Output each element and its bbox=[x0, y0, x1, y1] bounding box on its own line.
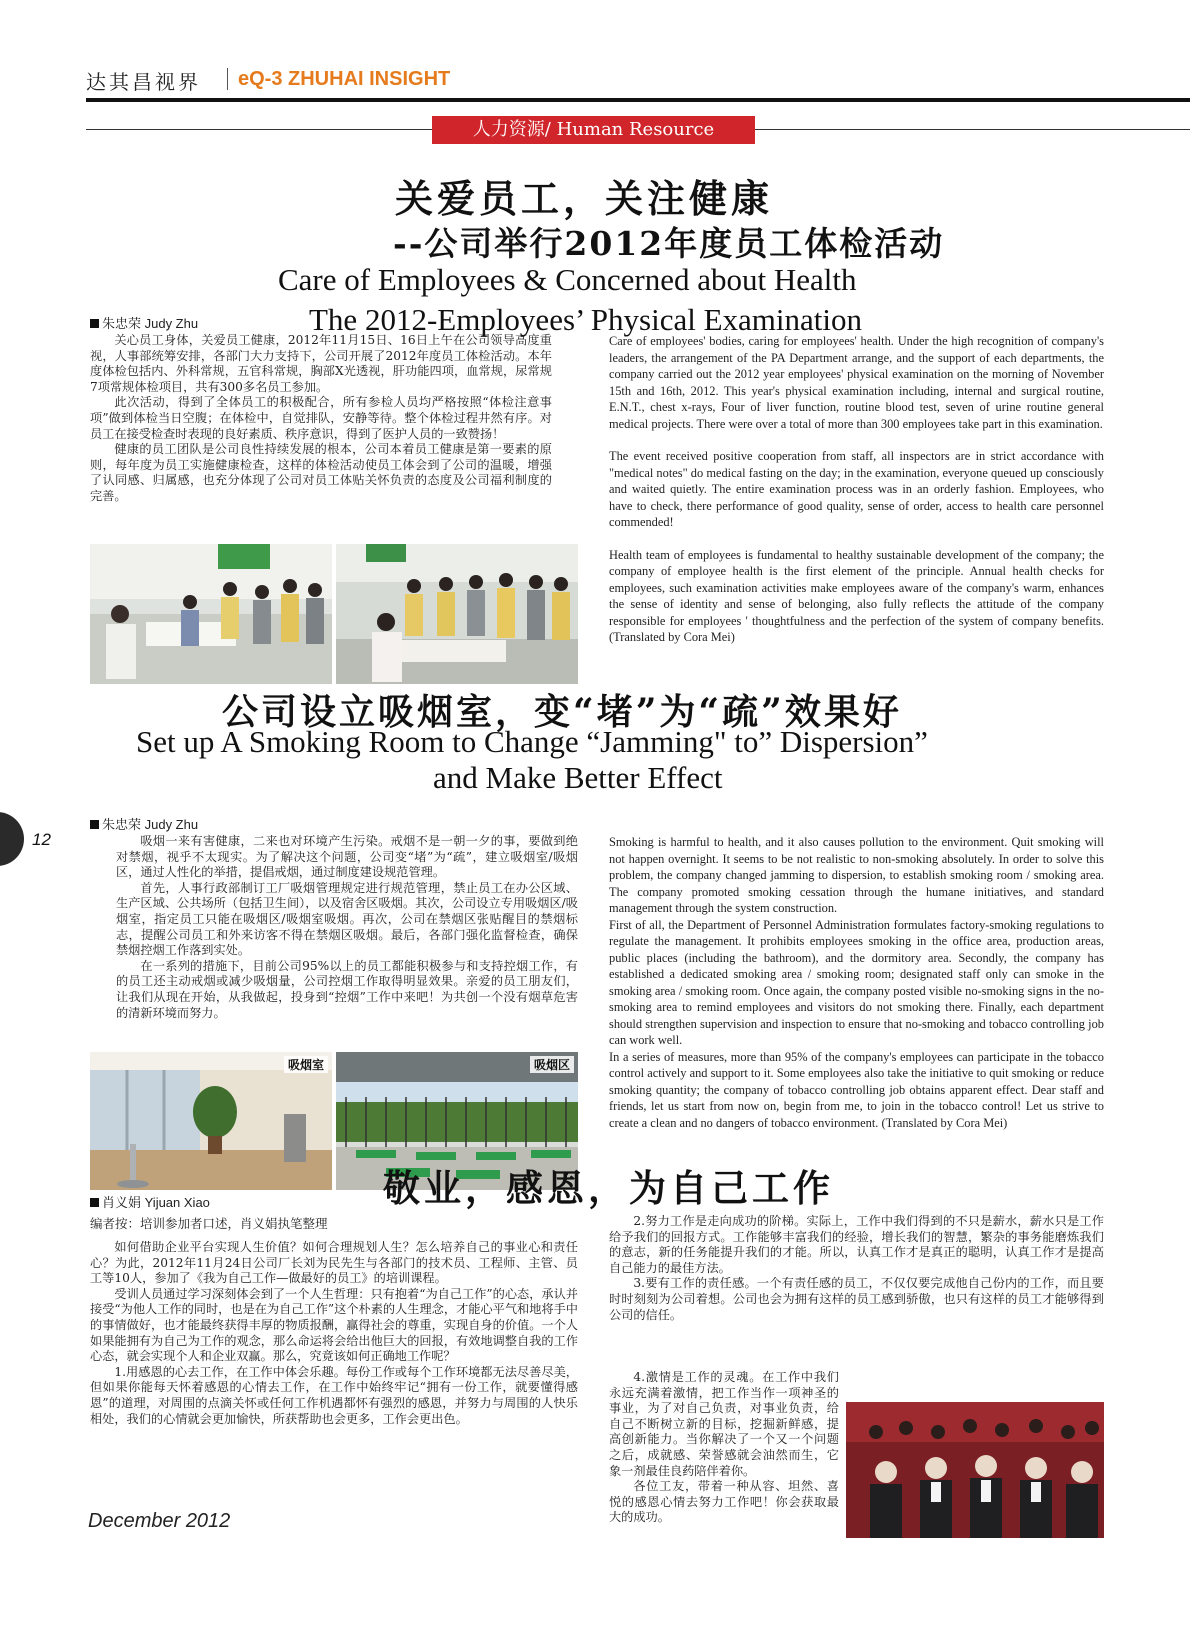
article1-en-paragraph: The event received positive cooperation from staff, all inspectors are in strict accordance with "medical notes" do medical fasting on the day; in the examination, everyone queued up consciously and waited quietly. The entire examination process was in an orderly fashion. Employees, who have to check, there performance of good quality, sense of order, access to health care personnel commended! bbox=[609, 449, 1104, 529]
article3-author: 肖义娟 Yijuan Xiao bbox=[90, 1192, 210, 1211]
article2-title-en-line1: Set up A Smoking Room to Change “Jamming" to” Dispersion” bbox=[136, 724, 928, 759]
section-tag: 人力资源/ Human Resource bbox=[432, 116, 755, 144]
article3-body-left bbox=[90, 1240, 578, 1427]
article1-cn-paragraph: 关心员工身体，关爱员工健康，2012年11月15日、16日上午在公司领导高度重视，人事部统筹安排，各部门大力支持下，公司开展了2012年度员工体检活动。本年度体检包括内、外科常规，五官科常规，胸部X光透视，肝功能四项，血常规，尿常规7项常规体检项目，共有300多名员工参加。 bbox=[90, 333, 552, 394]
article3-title-cn: 敬业，感恩，为自己工作 bbox=[383, 1166, 834, 1210]
photo-training-audience bbox=[846, 1402, 1104, 1538]
article1-en-paragraph: Care of employees' bodies, caring for employees' health. Under the high recognition of company's leaders, the arrangement of the PA Department arrange, and the support of each departments, the company carried out the 2012 year employees' physical examination on the morning of November 15th and 16th, 2012. This year's physical examination including, internal and surgical routine, E.N.T., chest x-rays, Four of liver function, routine blood test, seven of urine routine general medical projects. There were over a total of more than 300 employees take part in this examination. bbox=[609, 334, 1104, 431]
article2-en-paragraph: First of all, the Department of Personnel Administration formulates factory-smoking regulations to regulate the management. It prohibits employees smoking in the office area, production areas, public places (including the bathroom), and the dormitory area. Secondly, the company has established a dedicated smoking area / smoking room; designated staff only can smoke in the smoking area / smoking room. Once again, the company posted visible no-smoking signs in the no-smoking area to remind employees and visitors do not smoking there. Finally, each department should strengthen supervision and inspection to ensure that no-smoking and tobacco controlling job can work well. bbox=[609, 917, 1104, 1047]
article3-right-paragraph: 4.激情是工作的灵魂。在工作中我们永远充满着激情，把工作当作一项神圣的事业，为了对自己负责，对事业负责，给自己不断树立新的目标，挖掘新鲜感，提高创新能力。当你解决了一个又一个问题之后，成就感、荣誉感就会油然而生，它象一剂最佳良药陪伴着你。 bbox=[609, 1370, 839, 1478]
photo-medical-exam-2 bbox=[336, 544, 578, 684]
article1-subtitle-cn: --公司举行2012年度员工体检活动 bbox=[393, 224, 945, 263]
article2-author: 朱忠荣 Judy Zhu bbox=[90, 814, 198, 833]
photo-label-smoking-room: 吸烟室 bbox=[284, 1056, 328, 1073]
magazine-title-en: eQ-3 ZHUHAI INSIGHT bbox=[238, 68, 451, 90]
page-number: 12 bbox=[32, 830, 51, 849]
photo-medical-exam-1 bbox=[90, 544, 332, 684]
article3-body-right-bottom bbox=[609, 1370, 839, 1526]
article2-title-en-line2: and Make Better Effect bbox=[433, 760, 723, 795]
article2-cn-paragraph: 在一系列的措施下，目前公司95%以上的员工都能积极参与和支持控烟工作，有的员工还主动戒烟或减少吸烟量，公司控烟工作取得明显效果。亲爱的员工朋友们，让我们从现在开始，从我做起，投身到“控烟”工作中来吧！为共创一个没有烟草危害的清新环境而努力。 bbox=[116, 958, 578, 1020]
page-tab bbox=[0, 812, 24, 866]
article3-left-paragraph: 受训人员通过学习深刻体会到了一个人生哲理：只有抱着“为自己工作”的心态，承认并接受“为他人工作的同时，也是在为自己工作”这个朴素的人生理念，才能心平气和地将手中的事情做好，也才能最终获得丰厚的物质报酬，赢得社会的尊重，实现自身的价值。一个人如果能拥有为自己为工作的观念，那么命运将会给出他巨大的回报，有效地调整自我的工作心态，就会实现个人和企业双赢。那么，究竟该如何正确地工作呢？ bbox=[90, 1286, 578, 1364]
article3-right-paragraph: 各位工友，带着一种从容、坦然、喜悦的感恩心情去努力工作吧！你会获取最大的成功。 bbox=[609, 1479, 839, 1525]
article1-body-en bbox=[609, 333, 1104, 646]
photo-smoking-room bbox=[90, 1052, 332, 1190]
article1-en-paragraph: Health team of employees is fundamental to healthy sustainable development of the company; the company of employee health is the first element of the principle. Annual health checks for employees, such examination activities make employees aware of the company's warm, enhances the sense of identity and sense of belonging, also fully reflects the attitude of the company responsible for employees ' thoughtfulness and the perfection of the system of company benefits.(Translated by Cora Mei) bbox=[609, 547, 1104, 644]
article1-body-cn bbox=[90, 333, 552, 505]
article3-right-paragraph: 3.要有工作的责任感。一个有责任感的员工，不仅仅要完成他自己份内的工作，而且要时时刻刻为公司着想。公司也会为拥有这样的员工感到骄傲，也只有这样的员工才能够得到公司的信任。 bbox=[609, 1276, 1104, 1322]
article1-title-en-line2: The 2012-Employees’ Physical Examination bbox=[309, 302, 862, 337]
article2-title-cn: 公司设立吸烟室，变“堵”为“疏”效果好 bbox=[222, 691, 902, 733]
article2-en-paragraph: Smoking is harmful to health, and it also causes pollution to the environment. Quit smoking will not happen overnight. It seems to be not realistic to non-smoking absolutely. In order to solve this problem, the company changed jamming to dispersion, to establish smoking room / smoking area. The company promoted smoking cessation through the humane initiatives, and standard management through the system construction. bbox=[609, 835, 1104, 915]
article3-left-paragraph: 如何借助企业平台实现人生价值？如何合理规划人生？怎么培养自己的事业心和责任心？为此，2012年11月24日公司厂长刘为民先生与各部门的技术员、工程师、主管、员工等10人，参加了《我为自己工作—做最好的员工》的培训课程。 bbox=[90, 1240, 578, 1286]
article2-en-paragraph: In a series of measures, more than 95% of the company's employees can participate in the tobacco control actively and support to it. Some employees also take the initiative to quit smoking or reduce smoking quantity; the company of tobacco controlling job obtains apparent effect. Dear staff and friends, let us start from now on, begin from me, to join in the tobacco control! Let us strive to create a clean and no dangers of tobacco environment. (Translated by Cora Mei) bbox=[609, 1049, 1104, 1130]
article1-cn-paragraph: 健康的员工团队是公司良性持续发展的根本，公司本着员工健康是第一要素的原则，每年度为员工实施健康检查，这样的体检活动使员工体会到了公司的温暖，增强了认同感、归属感，也充分体现了公司对员工体贴关怀负责的态度及公司福利制度的完善。 bbox=[90, 442, 552, 503]
article2-cn-paragraph: 吸烟一来有害健康，二来也对环境产生污染。戒烟不是一朝一夕的事，要做到绝对禁烟，视乎不太现实。为了解决这个问题，公司变“堵”为“疏”，建立吸烟室/吸烟区，通过人性化的举措，提倡戒烟，通过制度建设规范管理。 bbox=[116, 834, 578, 880]
magazine-title-cn: 达其昌视界 bbox=[86, 70, 201, 94]
article2-cn-paragraph: 首先，人事行政部制订工厂吸烟管理规定进行规范管理，禁止员工在办公区域、生产区域、公共场所（包括卫生间），以及宿舍区吸烟。其次，公司设立专用吸烟区/吸烟室，指定员工只能在吸烟区/吸烟室吸烟。再次，公司在禁烟区张贴醒目的禁烟标志，提醒公司员工和外来访客不得在禁烟区吸烟。最后，各部门强化监督检查，确保禁烟控烟工作落到实处。 bbox=[116, 880, 578, 958]
article2-body-en bbox=[609, 834, 1104, 1131]
article2-body-cn bbox=[116, 834, 578, 1021]
header-rule-thick bbox=[86, 98, 1190, 102]
article1-cn-paragraph: 此次活动，得到了全体员工的积极配合，所有参检人员均严格按照“体检注意事项”做到体检当日空腹；在体检中，自觉排队，安静等待。整个体检过程井然有序。对员工在接受检查时表现的良好素质、秩序意识，得到了医护人员的一致赞扬！ bbox=[90, 395, 552, 441]
article3-body-right-top bbox=[609, 1214, 1104, 1323]
header-divider bbox=[227, 68, 228, 90]
article1-title-en-line1: Care of Employees & Concerned about Health bbox=[278, 262, 857, 297]
article3-left-paragraph: 1.用感恩的心去工作，在工作中体会乐趣。每份工作或每个工作环境都无法尽善尽美，但如果你能每天怀着感恩的心情去工作，在工作中始终牢记“拥有一份工作，就要懂得感恩”的道理，对周围的点滴关怀或任何工作机遇都怀有强烈的感恩，并努力与周围的人快乐相处，我们的心情就会更加愉快，所获帮助也会更多，工作会更出色。 bbox=[90, 1364, 578, 1426]
article1-title-cn: 关爱员工，关注健康 bbox=[395, 176, 774, 221]
issue-date: December 2012 bbox=[88, 1510, 231, 1532]
article1-author: 朱忠荣 Judy Zhu bbox=[90, 313, 198, 332]
article3-right-paragraph: 2.努力工作是走向成功的阶梯。实际上，工作中我们得到的不只是薪水，薪水只是工作给予我们的回报方式。工作能够丰富我们的经验，增长我们的智慧，繁杂的事务能磨炼我们的意志，新的任务能提升我们的才能。所以，认真工作才是真正的聪明，认真工作才是提高自己能力的最佳方法。 bbox=[609, 1214, 1104, 1275]
photo-label-smoking-area: 吸烟区 bbox=[530, 1056, 574, 1073]
editor-note: 编者按：培训参加者口述，肖义娟执笔整理 bbox=[90, 1216, 328, 1231]
